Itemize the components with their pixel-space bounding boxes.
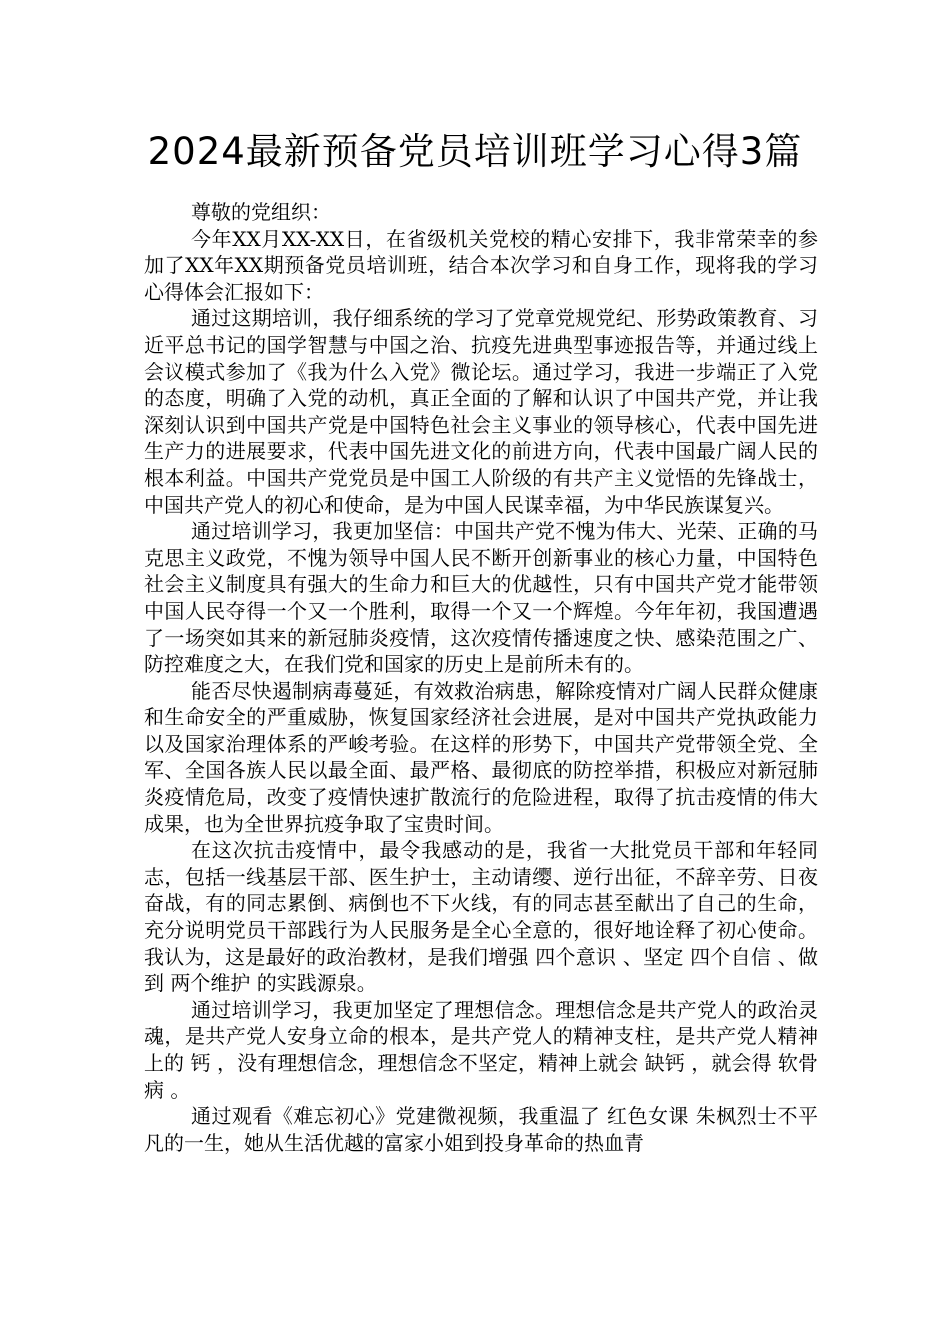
document-body: [144, 199, 818, 1156]
body-paragraph: 在这次抗击疫情中，最令我感动的是，我省一大批党员干部和年轻同志，包括一线基层干部、医生护士，主动请缨、逆行出征，不辞辛劳、日夜奋战，有的同志累倒、病倒也不下火线，有的同志甚至献出了自己的生命，充分说明党员干部践行为人民服务是全心全意的，很好地诠释了初心使命。我认为，这是最好的政治教材，是我们增强 四个意识 、坚定 四个自信 、做到 两个维护 的实践源泉。: [144, 838, 818, 996]
body-paragraph: 通过这期培训，我仔细系统的学习了党章党规党纪、形势政策教育、习近平总书记的国学智慧与中国之治、抗疫先进典型事迹报告等，并通过线上会议模式参加了《我为什么入党》微论坛。通过学习，我进一步端正了入党的态度，明确了入党的动机，真正全面的了解和认识了中国共产党，并让我深刻认识到中国共产党是中国特色社会主义事业的领导核心，代表中国先进生产力的进展要求，代表中国先进文化的前进方向，代表中国最广阔人民的根本利益。中国共产党党员是中国工人阶级的有共产主义觉悟的先锋战士，中国共产党人的初心和使命，是为中国人民谋幸福，为中华民族谋复兴。: [144, 306, 818, 517]
body-paragraph: 通过培训学习，我更加坚信：中国共产党不愧为伟大、光荣、正确的马克思主义政党，不愧为领导中国人民不断开创新事业的核心力量，中国特色社会主义制度具有强大的生命力和巨大的优越性，只有中国共产党才能带领中国人民夺得一个又一个胜利，取得一个又一个辉煌。今年年初，我国遭遇了一场突如其来的新冠肺炎疫情，这次疫情传播速度之快、感染范围之广、防控难度之大，在我们党和国家的历史上是前所未有的。: [144, 519, 818, 677]
document-title: 2024最新预备党员培训班学习心得3篇: [147, 130, 803, 173]
body-paragraph: 今年XX月XX-XX日，在省级机关党校的精心安排下，我非常荣幸的参加了XX年XX期预备党员培训班，结合本次学习和自身工作，现将我的学习心得体会汇报如下：: [144, 226, 818, 304]
body-paragraph: 能否尽快遏制病毒蔓延，有效救治病患，解除疫情对广阔人民群众健康和生命安全的严重威胁，恢复国家经济社会进展，是对中国共产党执政能力以及国家治理体系的严峻考验。在这样的形势下，中国共产党带领全党、全军、全国各族人民以最全面、最严格、最彻底的防控举措，积极应对新冠肺炎疫情危局，改变了疫情快速扩散流行的危险进程，取得了抗击疫情的伟大成果，也为全世界抗疫争取了宝贵时间。: [144, 678, 818, 836]
body-paragraph: 通过培训学习，我更加坚定了理想信念。理想信念是共产党人的政治灵魂，是共产党人安身立命的根本，是共产党人的精神支柱，是共产党人精神上的 钙 ，没有理想信念，理想信念不坚定，精神上就会 缺钙 ，就会得 软骨病 。: [144, 997, 818, 1102]
body-paragraph: 通过观看《难忘初心》党建微视频，我重温了 红色女课 朱枫烈士不平凡的一生，她从生活优越的富家小姐到投身革命的热血青: [144, 1104, 818, 1155]
salutation: 尊敬的党组织：: [191, 200, 331, 224]
